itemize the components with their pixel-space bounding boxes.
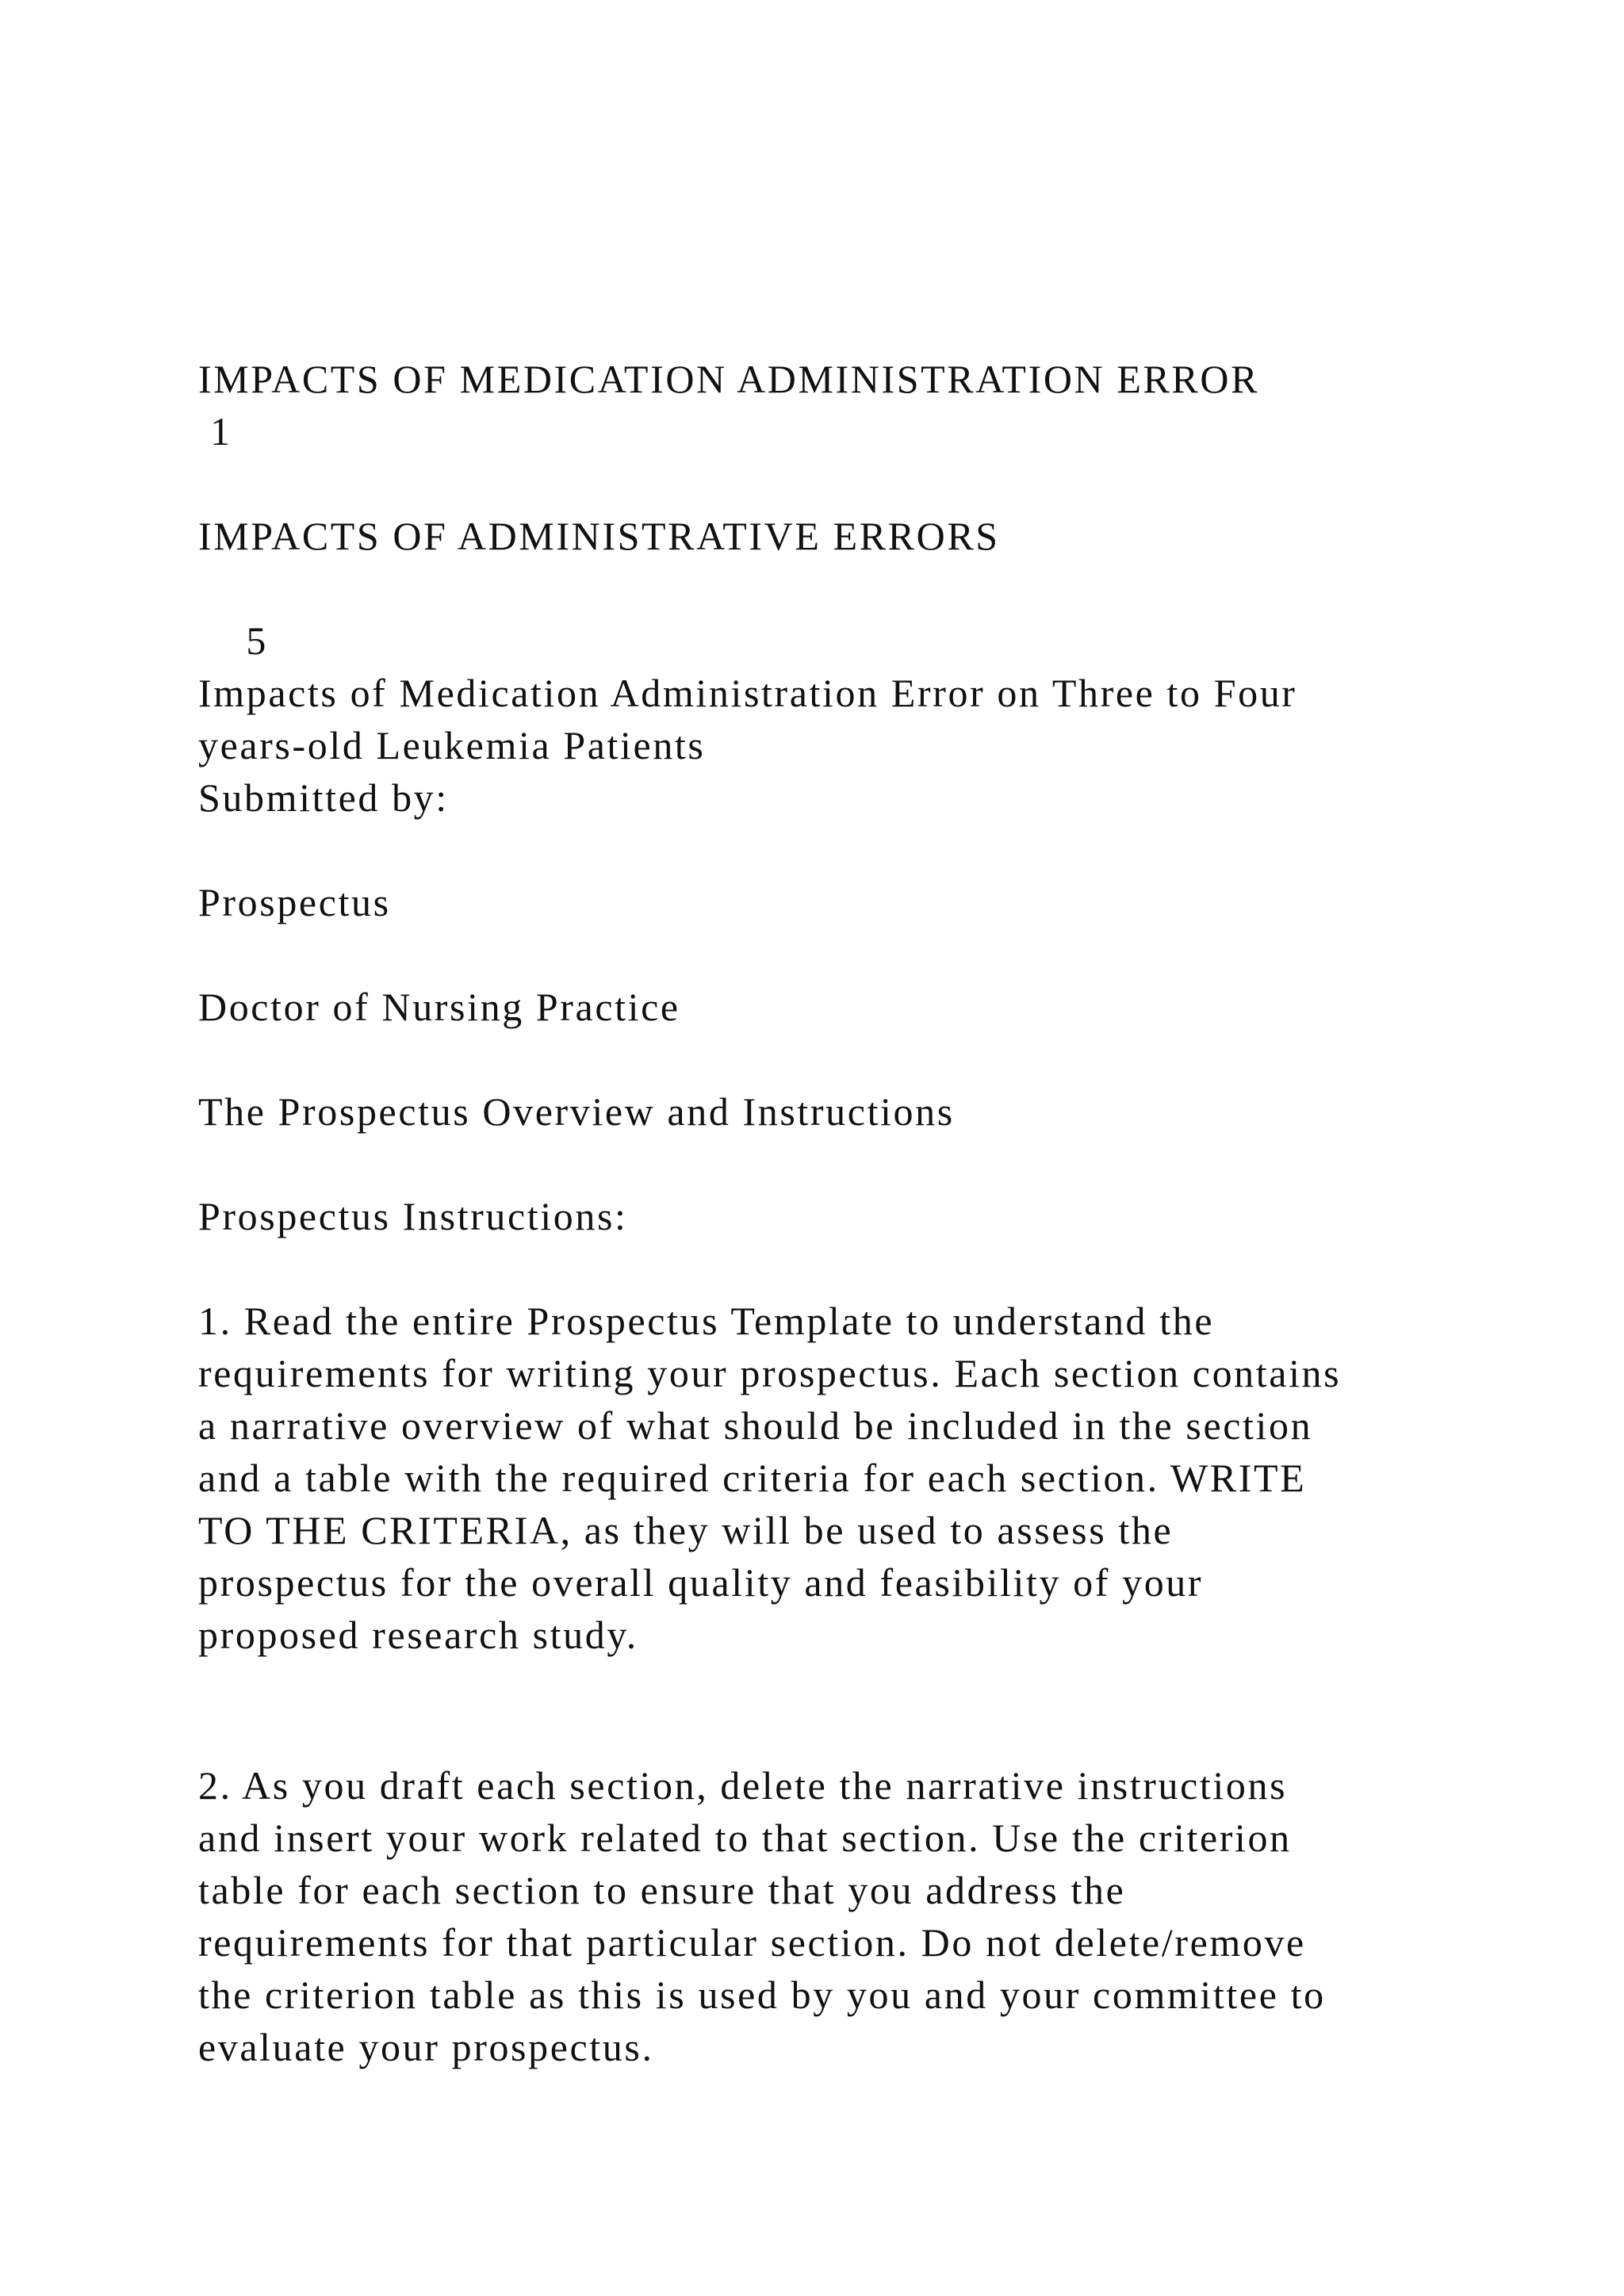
instruction-item-1-line: prospectus for the overall quality and feasibility of your — [198, 1560, 1204, 1605]
instruction-item-2-line: and insert your work related to that section. Use the criterion — [198, 1816, 1292, 1860]
running-head-secondary: IMPACTS OF ADMINISTRATIVE ERRORS — [198, 514, 1000, 558]
instruction-item-1-line: TO THE CRITERIA, as they will be used to assess the — [198, 1508, 1174, 1552]
degree-name: Doctor of Nursing Practice — [198, 985, 680, 1029]
page-number: 1 — [198, 409, 232, 453]
running-head: IMPACTS OF MEDICATION ADMINISTRATION ERROR — [198, 357, 1260, 401]
submitted-by-label: Submitted by: — [198, 775, 449, 820]
instruction-item-2-line: 2. As you draft each section, delete the narrative instructions — [198, 1763, 1288, 1808]
document-type: Prospectus — [198, 880, 391, 924]
instruction-item-1-line: and a table with the required criteria for each section. WRITE — [198, 1456, 1307, 1500]
instruction-item-1-line: a narrative overview of what should be included in the section — [198, 1403, 1313, 1448]
document-title-line: years-old Leukemia Patients — [198, 723, 706, 767]
document-title-line: Impacts of Medication Administration Error on Three to Four — [198, 671, 1297, 715]
instruction-item-2-line: table for each section to ensure that you address the — [198, 1868, 1126, 1912]
section-heading: The Prospectus Overview and Instructions — [198, 1089, 955, 1134]
instruction-item-2-line: evaluate your prospectus. — [198, 2025, 654, 2069]
instruction-item-2-line: requirements for that particular section. Do not delete/remove — [198, 1920, 1306, 1965]
page-number-secondary: 5 — [198, 618, 268, 663]
instruction-item-1-line: requirements for writing your prospectus. Each section contains — [198, 1351, 1342, 1395]
instructions-heading: Prospectus Instructions: — [198, 1194, 628, 1238]
instruction-item-1-line: 1. Read the entire Prospectus Template to understand the — [198, 1299, 1215, 1343]
instruction-item-1-line: proposed research study. — [198, 1613, 638, 1657]
instruction-item-2-line: the criterion table as this is used by you and your committee to — [198, 1973, 1326, 2017]
